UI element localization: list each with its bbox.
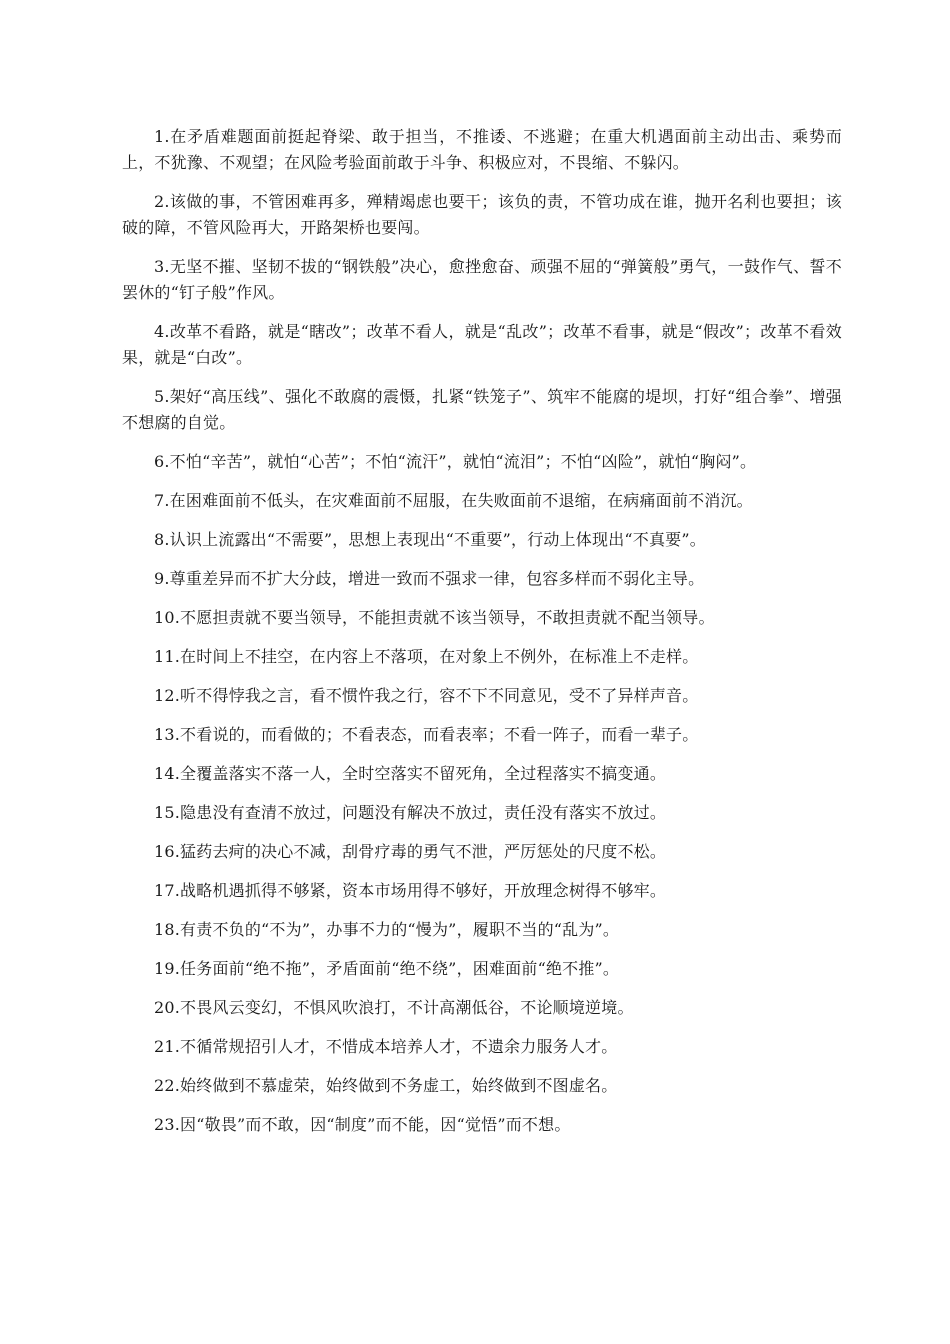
document-body — [122, 124, 842, 1151]
item-number: 17. — [154, 881, 181, 900]
item-number: 20. — [154, 998, 181, 1017]
list-item — [122, 917, 842, 943]
item-number: 15. — [154, 803, 181, 822]
item-text: 战略机遇抓得不够紧，资本市场用得不够好，开放理念树得不够牢。 — [180, 881, 667, 900]
item-text: 全覆盖落实不落一人，全时空落实不留死角，全过程落实不搞变通。 — [180, 764, 667, 783]
list-item — [122, 878, 842, 904]
list-item — [122, 683, 842, 709]
list-item — [122, 527, 842, 553]
list-item — [122, 384, 842, 436]
item-text: 任务面前“绝不拖”，矛盾面前“绝不绕”，困难面前“绝不推”。 — [180, 959, 620, 978]
list-item — [122, 800, 842, 826]
list-item — [122, 644, 842, 670]
item-text: 不畏风云变幻，不惧风吹浪打，不计高潮低谷，不论顺境逆境。 — [180, 998, 634, 1017]
item-number: 6. — [154, 452, 170, 471]
list-item — [122, 1112, 842, 1138]
item-text: 因“敬畏”而不敢，因“制度”而不能，因“觉悟”而不想。 — [180, 1115, 571, 1134]
item-text: 架好“高压线”、强化不敢腐的震慑，扎紧“铁笼子”、筑牢不能腐的堤坝，打好“组合拳”、增强不想腐的自觉。 — [122, 387, 842, 432]
list-item — [122, 1073, 842, 1099]
item-text: 猛药去疴的决心不减，刮骨疗毒的勇气不泄，严厉惩处的尺度不松。 — [180, 842, 667, 861]
item-number: 18. — [154, 920, 181, 939]
item-number: 10. — [154, 608, 181, 627]
item-text: 不愿担责就不要当领导，不能担责就不该当领导，不敢担责就不配当领导。 — [180, 608, 715, 627]
list-item — [122, 254, 842, 306]
list-item — [122, 566, 842, 592]
item-text: 隐患没有查清不放过，问题没有解决不放过，责任没有落实不放过。 — [180, 803, 667, 822]
item-number: 7. — [154, 491, 170, 510]
list-item — [122, 488, 842, 514]
item-number: 1. — [154, 127, 170, 146]
list-item — [122, 189, 842, 241]
list-item — [122, 722, 842, 748]
item-text: 听不得悖我之言，看不惯忤我之行，容不下不同意见，受不了异样声音。 — [180, 686, 699, 705]
item-text: 有责不负的“不为”，办事不力的“慢为”，履职不当的“乱为”。 — [180, 920, 620, 939]
item-text: 在困难面前不低头，在灾难面前不屈服，在失败面前不退缩，在病痛面前不消沉。 — [169, 491, 753, 510]
item-text: 尊重差异而不扩大分歧，增进一致而不强求一律，包容多样而不弱化主导。 — [169, 569, 705, 588]
item-number: 22. — [154, 1076, 181, 1095]
item-number: 4. — [154, 322, 170, 341]
item-number: 9. — [154, 569, 170, 588]
item-number: 23. — [154, 1115, 181, 1134]
list-item — [122, 995, 842, 1021]
item-text: 不循常规招引人才，不惜成本培养人才，不遗余力服务人才。 — [180, 1037, 618, 1056]
list-item — [122, 319, 842, 371]
item-number: 8. — [154, 530, 170, 549]
item-number: 14. — [154, 764, 181, 783]
item-text: 在矛盾难题面前挺起脊梁、敢于担当，不推诿、不逃避；在重大机遇面前主动出击、乘势而上，不犹豫、不观望；在风险考验面前敢于斗争、积极应对，不畏缩、不躲闪。 — [122, 127, 842, 172]
list-item — [122, 839, 842, 865]
item-text: 在时间上不挂空，在内容上不落项，在对象上不例外，在标准上不走样。 — [180, 647, 699, 666]
item-number: 12. — [154, 686, 181, 705]
list-item — [122, 761, 842, 787]
list-item — [122, 1034, 842, 1060]
item-number: 2. — [154, 192, 170, 211]
item-number: 13. — [154, 725, 181, 744]
item-text: 始终做到不慕虚荣，始终做到不务虚工，始终做到不图虚名。 — [180, 1076, 618, 1095]
list-item — [122, 605, 842, 631]
list-item — [122, 956, 842, 982]
item-text: 不看说的，而看做的；不看表态，而看表率；不看一阵子，而看一辈子。 — [180, 725, 699, 744]
item-text: 该做的事，不管困难再多，殚精竭虑也要干；该负的责，不管功成在谁，抛开名利也要担；该破的障，不管风险再大，开路架桥也要闯。 — [122, 192, 842, 237]
list-item — [122, 124, 842, 176]
item-text: 不怕“辛苦”，就怕“心苦”；不怕“流汗”，就怕“流泪”；不怕“凶险”，就怕“胸闷”。 — [169, 452, 757, 471]
item-text: 改革不看路，就是“瞎改”；改革不看人，就是“乱改”；改革不看事，就是“假改”；改革不看效果，就是“白改”。 — [122, 322, 842, 367]
item-number: 11. — [154, 647, 181, 666]
item-number: 5. — [154, 387, 170, 406]
item-text: 无坚不摧、坚韧不拔的“钢铁般”决心，愈挫愈奋、顽强不屈的“弹簧般”勇气，一鼓作气、誓不罢休的“钉子般”作风。 — [122, 257, 842, 302]
list-item — [122, 449, 842, 475]
item-number: 21. — [154, 1037, 181, 1056]
item-number: 16. — [154, 842, 181, 861]
item-number: 19. — [154, 959, 181, 978]
item-number: 3. — [154, 257, 170, 276]
item-text: 认识上流露出“不需要”，思想上表现出“不重要”，行动上体现出“不真要”。 — [169, 530, 706, 549]
